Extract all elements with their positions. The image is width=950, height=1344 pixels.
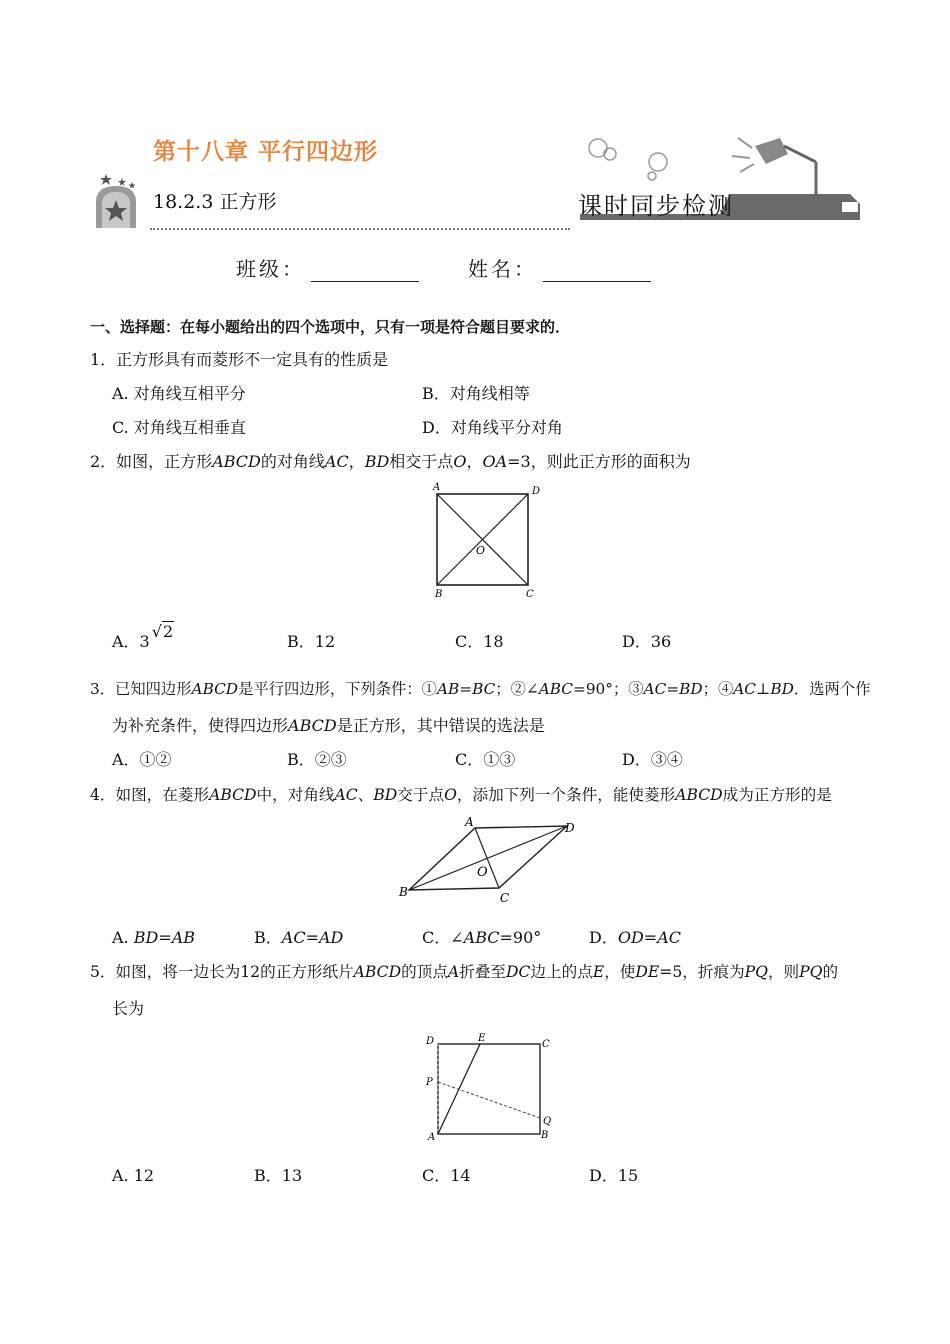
q4-option-c[interactable]: C．∠ABC=90°	[422, 928, 542, 947]
name-label: 姓名：	[468, 257, 537, 281]
q1-option-c[interactable]: C. 对角线互相垂直	[112, 418, 246, 437]
q5-label-a: A	[428, 1132, 436, 1143]
q4-figure	[395, 814, 585, 910]
q5-label-e: E	[478, 1033, 486, 1044]
q4-label-c: C	[500, 891, 510, 905]
q2-option-b[interactable]: B．12	[287, 632, 336, 651]
q5-label-p: P	[426, 1077, 433, 1088]
q4-label-a: A	[465, 815, 474, 829]
q3-stem-line1: 3．已知四边形ABCD是平行四边形，下列条件：①AB=BC；②∠ABC=90°；③AC=BD；④AC⊥BD．选两个作	[90, 680, 871, 698]
q2-label-d: D	[532, 486, 541, 497]
name-field	[468, 253, 651, 282]
q4-option-d[interactable]: D．OD=AC	[589, 928, 681, 947]
banner-text: 课时同步检测	[578, 192, 734, 220]
q5-option-b[interactable]: B．13	[254, 1166, 303, 1185]
class-label: 班级：	[236, 257, 305, 281]
q3-stem-line2: 为补充条件，使得四边形ABCD是正方形，其中错误的选法是	[112, 716, 545, 735]
header-logo	[92, 172, 152, 230]
q4-label-o: O	[477, 865, 488, 880]
q2-option-d[interactable]: D．36	[622, 632, 672, 651]
star-badge-icon	[92, 172, 152, 230]
q3-option-b[interactable]: B．②③	[287, 750, 347, 769]
name-input[interactable]	[543, 263, 651, 282]
q4-option-a[interactable]: A. BD=AB	[112, 928, 196, 947]
q2-label-a: A	[433, 482, 441, 493]
q5-figure	[420, 1030, 560, 1150]
q5-stem-line2: 长为	[112, 999, 145, 1018]
q4-stem: 4．如图，在菱形ABCD中，对角线AC、BD交于点O，添加下列一个条件，能使菱形ABCD成为正方形的是	[90, 786, 832, 804]
q5-label-b: B	[541, 1130, 549, 1141]
q1-option-b[interactable]: B．对角线相等	[422, 384, 530, 403]
q1-option-a[interactable]: A. 对角线互相平分	[112, 384, 246, 403]
q3-option-d[interactable]: D．③④	[622, 750, 683, 769]
q4-label-b: B	[399, 885, 408, 899]
q2-option-a[interactable]: A．3√2	[112, 622, 174, 651]
q5-label-q: Q	[543, 1116, 552, 1127]
q4-label-d: D	[565, 821, 575, 835]
q5-label-c: C	[542, 1039, 550, 1050]
q2-label-o: O	[476, 544, 486, 557]
q4-option-b[interactable]: B．AC=AD	[254, 928, 344, 947]
q5-stem-line1: 5．如图，将一边长为12的正方形纸片ABCD的顶点A折叠至DC边上的点E，使DE=5，折痕为PQ，则PQ的	[90, 963, 839, 981]
q5-label-d: D	[426, 1036, 435, 1047]
q1-option-d[interactable]: D．对角线平分对角	[422, 418, 563, 437]
header-divider	[150, 228, 570, 230]
class-input[interactable]	[311, 263, 419, 282]
q2-stem: 2．如图，正方形ABCD的对角线AC，BD相交于点O，OA=3，则此正方形的面积为	[90, 452, 691, 471]
q2-option-c[interactable]: C．18	[455, 632, 504, 651]
q2-label-c: C	[526, 589, 534, 600]
q2-label-b: B	[435, 589, 443, 600]
q5-option-a[interactable]: A. 12	[112, 1166, 155, 1185]
section1-title: 一、选择题：在每小题给出的四个选项中，只有一项是符合题目要求的．	[90, 318, 571, 336]
q3-option-c[interactable]: C．①③	[455, 750, 516, 769]
q5-option-c[interactable]: C．14	[422, 1166, 471, 1185]
chapter-title: 第十八章 平行四边形	[153, 139, 379, 165]
section-title: 18.2.3 正方形	[153, 191, 277, 213]
q1-stem: 1．正方形具有而菱形不一定具有的性质是	[90, 350, 389, 369]
q5-option-d[interactable]: D．15	[589, 1166, 639, 1185]
class-field	[236, 253, 419, 282]
q2-figure	[426, 480, 546, 606]
q3-option-a[interactable]: A．①②	[112, 750, 172, 769]
